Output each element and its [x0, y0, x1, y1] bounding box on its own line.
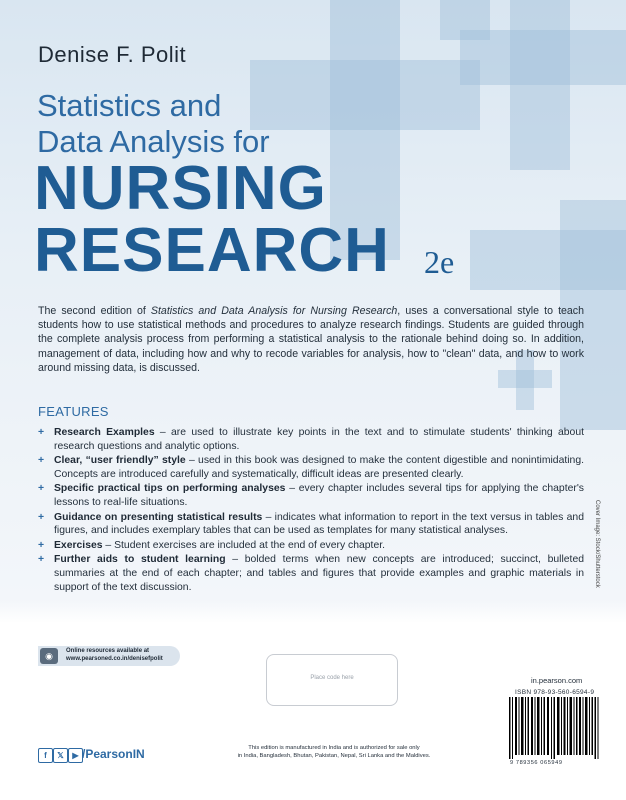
plus-icon: + [38, 455, 45, 467]
features-heading: FEATURES [38, 404, 109, 419]
legal-line-1: This edition is manufactured in India and is authorized for sale only [248, 745, 420, 751]
feature-item [38, 539, 584, 553]
plus-icon: + [38, 539, 45, 551]
isbn-label: ISBN 978-93-560-6594-9 [515, 689, 595, 696]
feature-text: – indicates what information to report in the text versus in tables and figures, and includes exemplary tables that can be used as templates for many statistical analyses. [54, 511, 584, 537]
feature-text: – used in this book was designed to make the content digestible and nonintimidating. Concepts are introduced carefully and systematically, difficult ideas are presented clearly. [54, 455, 584, 480]
twitter-icon[interactable]: 𝕏 [53, 748, 68, 763]
decorative-cross [510, 0, 570, 170]
decorative-cross [470, 230, 626, 290]
feature-title: Clear, “user friendly” style [54, 455, 186, 467]
feature-title: Guidance on presenting statistical results [54, 511, 263, 523]
title-line-4: RESEARCH [34, 216, 390, 285]
feature-item [38, 511, 584, 538]
decorative-cross [440, 0, 490, 40]
edition-label: 2e [424, 244, 455, 280]
feature-item [38, 553, 584, 594]
barcode-digits: 9 789356 065949 [510, 760, 563, 766]
feature-text: – are used to illustrate key points in the text and to stimulate students' thinking about research questions and analytic options. [54, 427, 584, 452]
cover-image-credit: Cover Image: Stock/Shutterstock [594, 500, 600, 588]
feature-text: – Student exercises are included at the end of every chapter. [102, 539, 386, 551]
plus-icon: + [38, 427, 45, 438]
pearson-url[interactable]: in.pearson.com [531, 676, 583, 685]
feature-title: Specific practical tips on performing analyses [54, 483, 286, 495]
description-part-1: The second edition of [38, 305, 151, 317]
mouse-icon: ◉ [40, 648, 58, 664]
feature-title: Further aids to student learning [54, 554, 226, 566]
plus-icon: + [38, 511, 45, 523]
social-handle[interactable]: /PearsonIN [82, 747, 145, 761]
legal-line-2: in India, Bangladesh, Bhutan, Pakistan, Nepal, Sri Lanka and the Maldives. [237, 753, 431, 759]
facebook-icon[interactable]: f [38, 748, 53, 763]
code-placeholder-box [266, 654, 398, 706]
title-line-2: Data Analysis for [37, 124, 270, 159]
feature-item [38, 482, 584, 509]
barcode-icon [507, 697, 600, 759]
feature-title: Research Examples [54, 427, 155, 438]
code-placeholder-text: Place code here [310, 675, 354, 681]
author-name: Denise F. Polit [38, 42, 187, 67]
decorative-cross [250, 60, 480, 130]
feature-title: Exercises [54, 539, 103, 551]
book-description [38, 304, 584, 375]
feature-item [38, 454, 584, 481]
title-line-1: Statistics and [37, 88, 222, 123]
feature-text: – every chapter includes several tips for applying the chapter's lessons to real-life situations. [54, 483, 584, 508]
feature-text: – bolded terms when new concepts are introduced; succinct, bulleted summaries at the end of each chapter; and tables and figures that provide examples and graphic materials in support of the text discussion. [54, 554, 585, 593]
online-resources-badge[interactable] [38, 646, 180, 666]
description-book-title: Statistics and Data Analysis for Nursing Research [150, 305, 398, 317]
youtube-icon[interactable]: ▶ [68, 748, 83, 763]
online-resources-label: Online resources available at [66, 648, 150, 654]
legal-notice [214, 744, 454, 760]
plus-icon: + [38, 483, 45, 495]
title-line-3: NURSING [34, 154, 327, 223]
plus-icon: + [38, 554, 45, 566]
features-list [38, 426, 584, 595]
description-part-2: , uses a conversational style to teach students how to use statistical methods and procedures to analyze research findings. Students are guided through the complete analysis process from performing a statistical analysis to the rationale behind doing so. In addition, management of data, including how and why to recode variables for analysis, how to "clean" data, and how to work around missing data, is discussed. [38, 305, 584, 374]
feature-item [38, 426, 584, 453]
online-resources-url[interactable]: www.pearsoned.co.in/denisefpolit [66, 656, 163, 662]
